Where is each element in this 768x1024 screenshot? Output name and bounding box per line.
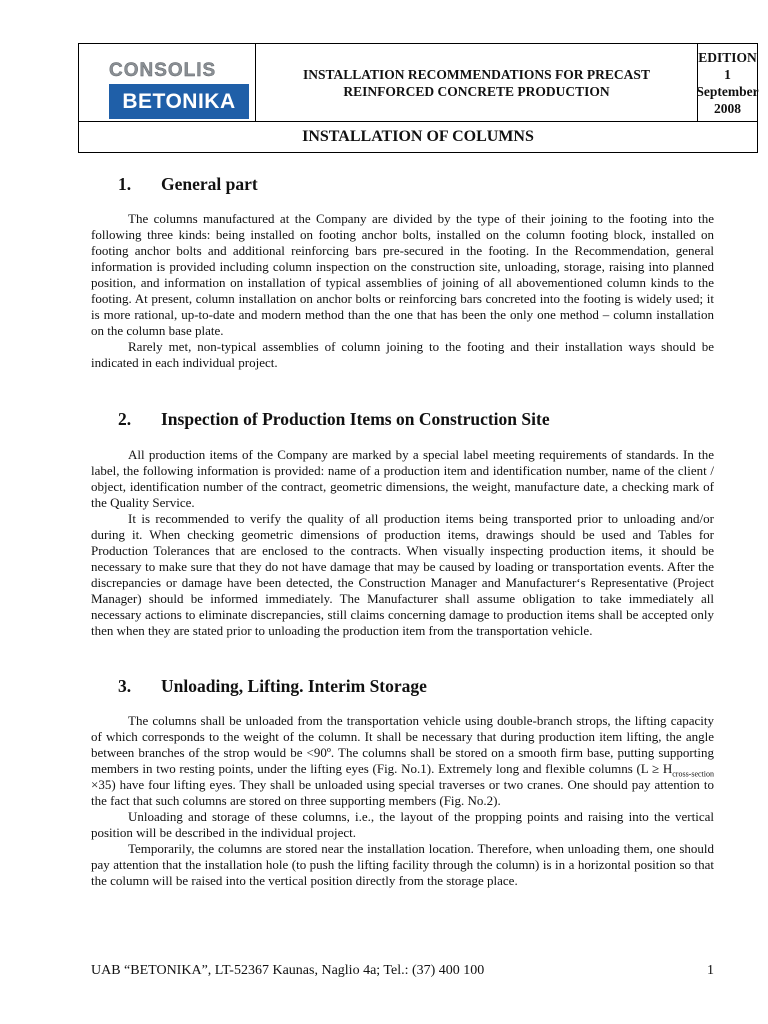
edition-year: 2008 (714, 100, 741, 116)
section-heading (91, 409, 714, 430)
section-number: 3. (118, 676, 132, 696)
betonika-logo: BETONIKA (109, 84, 249, 119)
document-title: INSTALLATION RECOMMENDATIONS FOR PRECAST REINFORCED CONCRETE PRODUCTION (256, 44, 698, 121)
section-title: General part (161, 174, 258, 194)
document-header-table (78, 43, 758, 153)
section-title: Inspection of Production Items on Construction Site (161, 409, 550, 429)
edition-cell (698, 44, 757, 121)
footer-address: UAB “BETONIKA”, LT-52367 Kaunas, Naglio 4a; Tel.: (37) 400 100 (91, 963, 485, 978)
consolis-logo: CONSOLIS (109, 60, 217, 81)
paragraph-text: The columns shall be unloaded from the transportation vehicle using double-branch strops, the lifting capacity of which corresponds to the weight of the column. It shall be necessary that during production item lifting, the angle between branches of the strop would be <90º. The columns shall be stored on a smooth firm base, putting supporting members in two resting points, under the lifting eyes (Fig. No.1). Extremely long and flexible columns (L ≥ H (91, 713, 714, 776)
section-unloading (91, 676, 714, 889)
subscript: cross-section (672, 769, 714, 779)
section-heading (91, 174, 714, 195)
document-body (91, 174, 714, 889)
paragraph (91, 713, 714, 809)
section-heading (91, 676, 714, 697)
paragraph: All production items of the Company are marked by a special label meeting requirements of standards. In the label, the following information is provided: name of a production item and identification number, name of the client / object, identification number of the contract, geometric dimensions, the weight, manufacture date, a checking mark of the Quality Service. (91, 447, 714, 510)
section-inspection (91, 409, 714, 639)
logo-cell (79, 44, 256, 121)
section-number: 1. (118, 174, 132, 194)
page-number: 1 (707, 963, 714, 978)
document-subtitle: INSTALLATION OF COLUMNS (79, 121, 757, 152)
paragraph: Rarely met, non-typical assemblies of column joining to the footing and their installation ways should be indicated in each individual project. (91, 339, 714, 370)
section-general-part (91, 174, 714, 371)
paragraph-text: ×35) have four lifting eyes. They shall be unloaded using special traverses or two cranes. One should pay attention to the fact that such columns are stored on three supporting members (Fig. No.2). (91, 777, 714, 808)
section-number: 2. (118, 409, 132, 429)
page-footer (91, 963, 714, 979)
paragraph: It is recommended to verify the quality of all production items being transported prior to unloading and/or during it. When checking geometric dimensions of production items, drawings should be used and Tables for Production Tolerances that are enclosed to the contracts. When visually inspecting production items, it should be necessary to make sure that they do not have damage that may be caused by loading or transportation events. After the discrepancies or damage have been detected, the Construction Manager and Manufacturer‘s Representative (Project Manager) should be informed immediately. The Manufacturer shall assume obligation to take immediately all necessary actions to eliminate discrepancies, still claims concerning damage to production items shall be accepted only then when they are stated prior to unloading the production item from the transportation vehicle. (91, 511, 714, 638)
paragraph: Unloading and storage of these columns, i.e., the layout of the propping points and raising into the vertical position will be described in the individual project. (91, 809, 714, 840)
edition-month: September (696, 83, 759, 99)
paragraph: The columns manufactured at the Company are divided by the type of their joining to the footing into the following three kinds: being installed on footing anchor bolts, installed on the column footing block, installed on footing anchor bolts and additional reinforcing bars pre-secured in the footing. In the Recommendation, general information is provided including column inspection on the construction site, unloading, storage, raising into planned position, and information on installation of typical assemblies of joining of all abovementioned column kinds to the footing. At present, column installation on anchor bolts or reinforcing bars concreted into the footing is widely used; it is more rational, up-to-date and modern method than the one that has been the only one method – column installation on the column base plate. (91, 211, 714, 338)
paragraph: Temporarily, the columns are stored near the installation location. Therefore, when unloading them, one should pay attention that the installation hole (to push the lifting facility through the column) is in a horizontal position so that the column will be raised into the vertical position directly from the storage place. (91, 841, 714, 888)
section-title: Unloading, Lifting. Interim Storage (161, 676, 427, 696)
edition-label: EDITION 1 (698, 49, 757, 82)
